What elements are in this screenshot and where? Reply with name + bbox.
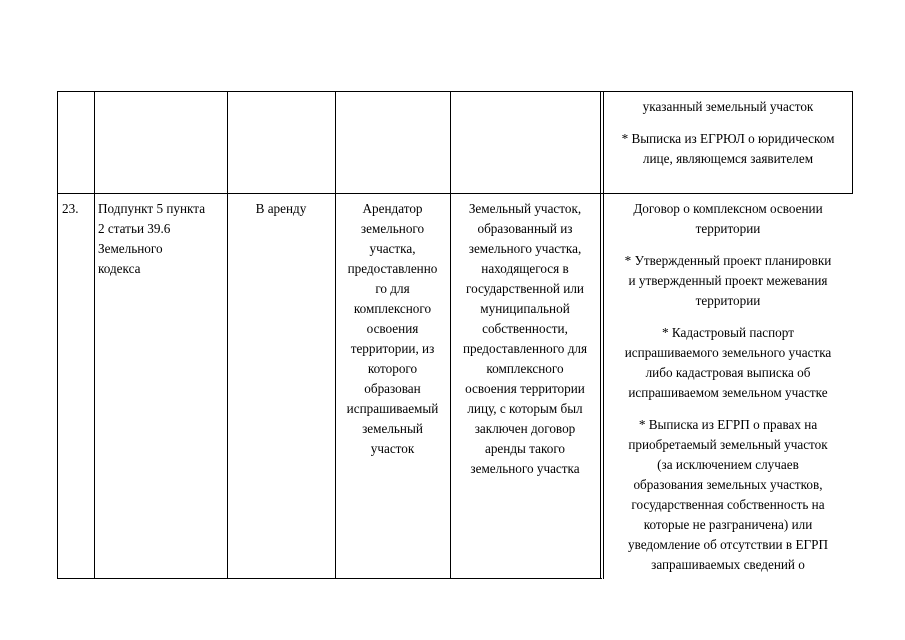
text-line: аренды такого: [484, 441, 565, 456]
text-line: государственная собственность на: [631, 497, 825, 512]
text-line: государственной или: [466, 281, 584, 296]
text-line: приобретаемый земельный участок: [628, 437, 828, 452]
text-line: Арендатор: [362, 201, 423, 216]
text-line: испрашиваемый: [346, 401, 439, 416]
text-line: земельного участка: [470, 461, 580, 476]
text-line: заключен договор: [474, 421, 576, 436]
text-line: (за исключением случаев: [657, 457, 799, 472]
text-line: лицу, с которым был: [467, 401, 583, 416]
row-divider: [57, 193, 853, 194]
text-line: * Выписка из ЕГРП о правах на: [638, 417, 818, 432]
text-line: земельного: [360, 221, 425, 236]
text-line: Договор о комплексном освоении: [633, 201, 823, 216]
row-number: 23.: [62, 201, 79, 216]
text-line: предоставленного для: [462, 341, 588, 356]
text-line: земельный: [362, 421, 423, 436]
land-cell: [450, 199, 600, 479]
text-line: комплексного: [353, 301, 432, 316]
text-line: которого: [367, 361, 418, 376]
text-line: территории: [695, 293, 761, 308]
text-line: испрашиваемом земельном участке: [628, 385, 828, 400]
text-line: предоставленно: [347, 261, 438, 276]
prev-docs-paragraph: [603, 97, 853, 117]
text-line: лице, являющемся заявителем: [642, 151, 814, 166]
text-line: * Утвержденный проект планировки: [624, 253, 832, 268]
text-line: которые не разграничена) или: [643, 517, 813, 532]
text-line: Подпункт 5 пункта: [98, 201, 206, 216]
text-line: земельного участка,: [468, 241, 582, 256]
text-line: кодекса: [98, 261, 141, 276]
col-border-2: [227, 91, 228, 579]
col-border-5: [600, 91, 601, 579]
text-line: освоения территории: [465, 381, 585, 396]
text-line: находящегося в: [481, 261, 569, 276]
text-line: * Кадастровый паспорт: [662, 325, 794, 340]
docs-paragraph: [603, 415, 853, 575]
text-line: Земельного: [98, 241, 163, 256]
text-line: комплексного: [486, 361, 564, 376]
docs-cell: [603, 199, 853, 575]
table-top-border: [57, 91, 853, 92]
prev-row-docs-cell: [603, 97, 853, 169]
text-line: собственности,: [482, 321, 568, 336]
text-line: испрашиваемого земельного участка: [624, 345, 832, 360]
text-line: указанный земельный участок: [642, 99, 814, 114]
text-line: Земельный участок,: [468, 201, 582, 216]
text-line: территории: [695, 221, 761, 236]
text-line: территории, из: [350, 341, 435, 356]
col-border-1: [94, 91, 95, 579]
text-line: участок: [370, 441, 415, 456]
text-line: уведомление об отсутствии в ЕГРП: [628, 537, 828, 552]
text-line: В аренду: [255, 201, 307, 216]
row-number-cell: [62, 199, 94, 219]
text-line: образован: [364, 381, 421, 396]
table-bottom-border: [57, 578, 602, 579]
text-line: * Выписка из ЕГРЮЛ о юридическом: [621, 131, 835, 146]
text-line: освоения: [366, 321, 419, 336]
col-border-0: [57, 91, 58, 579]
applicant-cell: [335, 199, 450, 459]
text-line: муниципальной: [480, 301, 570, 316]
docs-paragraph: [603, 199, 853, 239]
text-line: либо кадастровая выписка об: [645, 365, 811, 380]
text-line: го для: [375, 281, 410, 296]
basis-cell: [98, 199, 226, 279]
text-line: образования земельных участков,: [633, 477, 823, 492]
docs-paragraph: [603, 251, 853, 311]
text-line: и утвержденный проект межевания: [628, 273, 828, 288]
type-cell: [227, 199, 335, 219]
text-line: 2 статьи 39.6: [98, 221, 171, 236]
docs-paragraph: [603, 323, 853, 403]
text-line: запрашиваемых сведений о: [651, 557, 805, 572]
text-line: участка,: [369, 241, 416, 256]
prev-docs-paragraph: [603, 129, 853, 169]
text-line: образованный из: [477, 221, 573, 236]
